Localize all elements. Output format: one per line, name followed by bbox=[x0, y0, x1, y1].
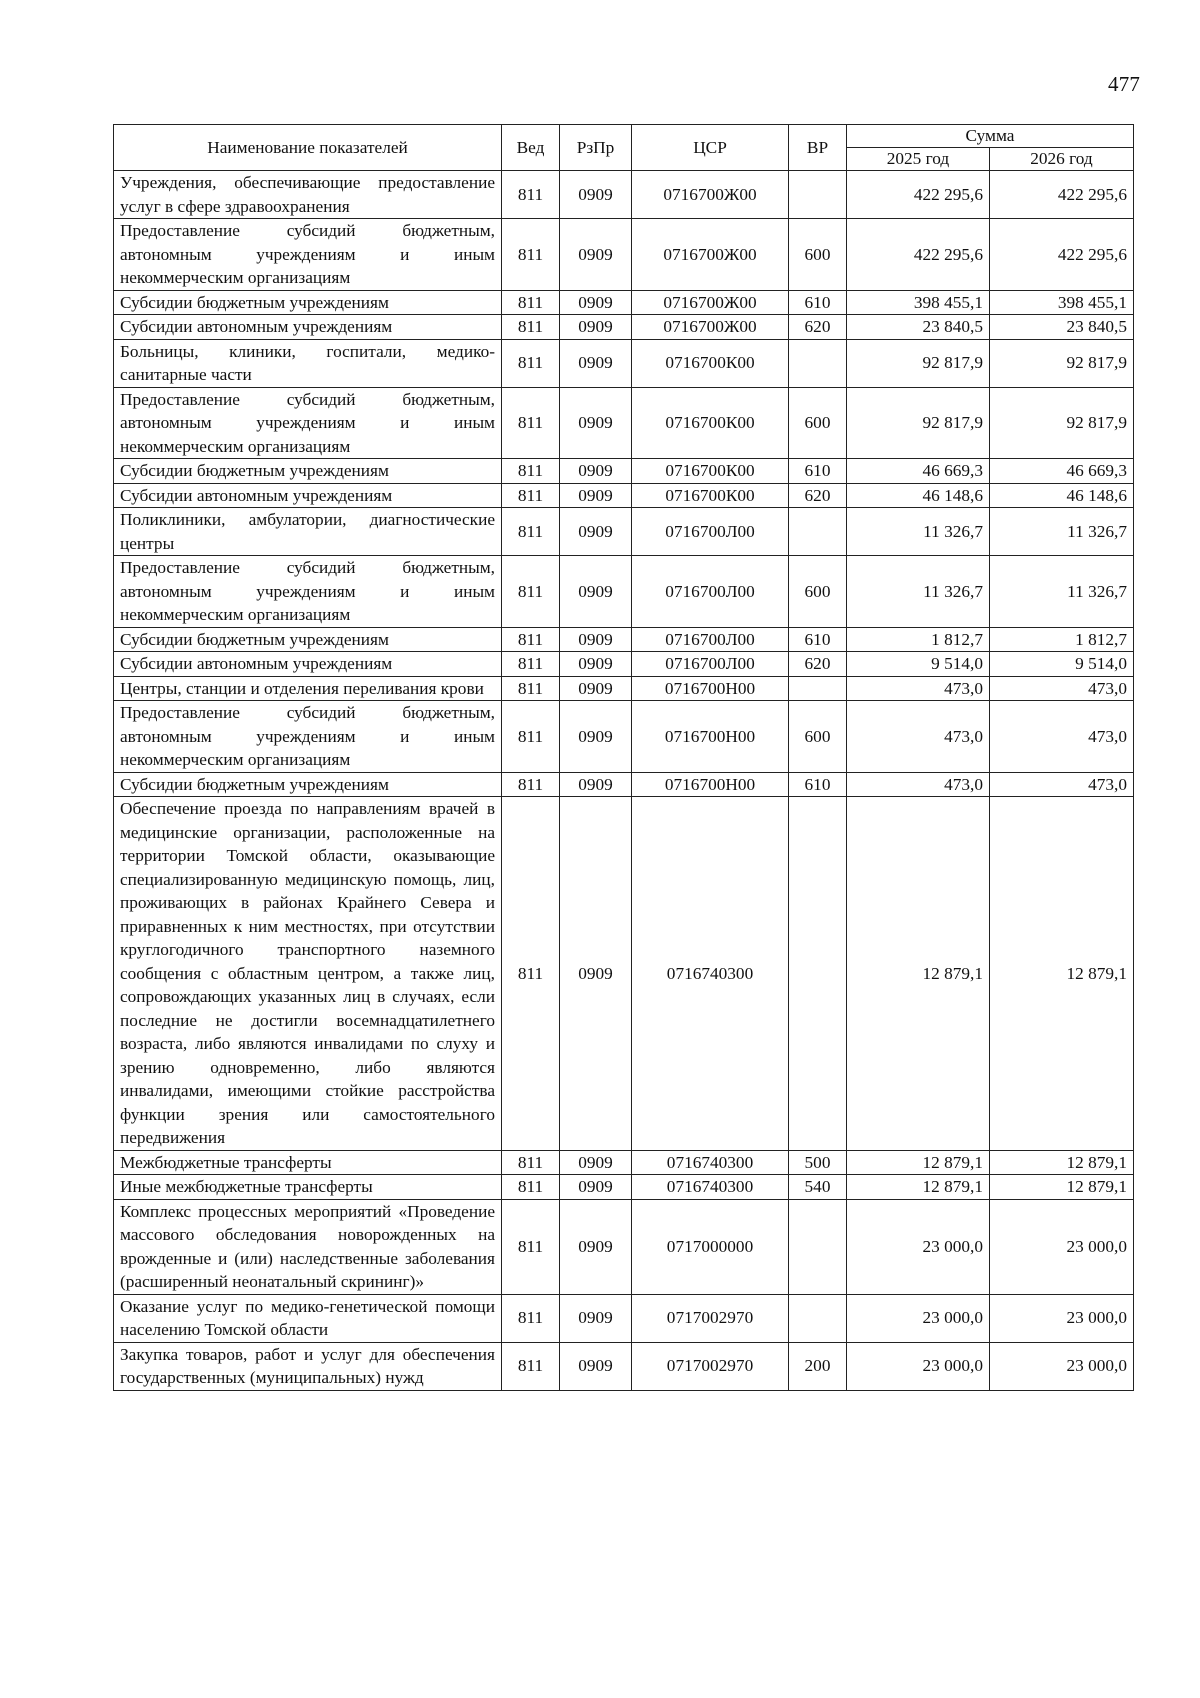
row-csr: 0716700К00 bbox=[632, 459, 789, 484]
row-rzpr: 0909 bbox=[560, 171, 632, 219]
row-sum-2025: 422 295,6 bbox=[847, 171, 990, 219]
row-csr: 0716700Л00 bbox=[632, 652, 789, 677]
row-sum-2026: 12 879,1 bbox=[990, 797, 1134, 1151]
row-rzpr: 0909 bbox=[560, 1150, 632, 1175]
table-row bbox=[114, 315, 1134, 340]
row-sum-2026: 12 879,1 bbox=[990, 1150, 1134, 1175]
row-name: Межбюджетные трансферты bbox=[114, 1150, 502, 1175]
row-vr: 600 bbox=[789, 701, 847, 773]
header-csr: ЦСР bbox=[632, 125, 789, 171]
row-sum-2026: 46 148,6 bbox=[990, 483, 1134, 508]
row-sum-2025: 12 879,1 bbox=[847, 1150, 990, 1175]
row-rzpr: 0909 bbox=[560, 219, 632, 291]
row-csr: 0717000000 bbox=[632, 1199, 789, 1294]
row-rzpr: 0909 bbox=[560, 701, 632, 773]
row-vr: 500 bbox=[789, 1150, 847, 1175]
row-name: Субсидии автономным учреждениям bbox=[114, 483, 502, 508]
row-sum-2025: 473,0 bbox=[847, 676, 990, 701]
row-rzpr: 0909 bbox=[560, 459, 632, 484]
row-sum-2025: 23 840,5 bbox=[847, 315, 990, 340]
row-ved: 811 bbox=[502, 1294, 560, 1342]
row-vr bbox=[789, 1199, 847, 1294]
row-sum-2026: 1 812,7 bbox=[990, 627, 1134, 652]
row-rzpr: 0909 bbox=[560, 772, 632, 797]
table-row bbox=[114, 797, 1134, 1151]
table-row bbox=[114, 483, 1134, 508]
row-ved: 811 bbox=[502, 290, 560, 315]
row-vr bbox=[789, 508, 847, 556]
table-header bbox=[114, 125, 1134, 171]
row-vr bbox=[789, 339, 847, 387]
header-vr: ВР bbox=[789, 125, 847, 171]
table-row bbox=[114, 772, 1134, 797]
row-vr: 610 bbox=[789, 459, 847, 484]
table-row bbox=[114, 1150, 1134, 1175]
row-name: Предоставление субсидий бюджетным, автономным учреждениям и иным некоммерческим организациям bbox=[114, 387, 502, 459]
row-sum-2026: 473,0 bbox=[990, 676, 1134, 701]
row-rzpr: 0909 bbox=[560, 797, 632, 1151]
header-sum: Сумма bbox=[847, 125, 1134, 148]
row-vr bbox=[789, 1294, 847, 1342]
row-sum-2025: 11 326,7 bbox=[847, 556, 990, 628]
table-row bbox=[114, 701, 1134, 773]
row-sum-2025: 473,0 bbox=[847, 772, 990, 797]
row-rzpr: 0909 bbox=[560, 556, 632, 628]
row-sum-2025: 398 455,1 bbox=[847, 290, 990, 315]
row-rzpr: 0909 bbox=[560, 652, 632, 677]
table-row bbox=[114, 339, 1134, 387]
row-csr: 0716700Л00 bbox=[632, 556, 789, 628]
table-row bbox=[114, 1342, 1134, 1390]
row-vr: 610 bbox=[789, 627, 847, 652]
row-rzpr: 0909 bbox=[560, 290, 632, 315]
row-sum-2026: 92 817,9 bbox=[990, 339, 1134, 387]
row-vr: 540 bbox=[789, 1175, 847, 1200]
row-sum-2026: 23 000,0 bbox=[990, 1199, 1134, 1294]
row-sum-2026: 473,0 bbox=[990, 772, 1134, 797]
row-vr: 600 bbox=[789, 556, 847, 628]
row-csr: 0716700Л00 bbox=[632, 627, 789, 652]
table-row bbox=[114, 219, 1134, 291]
row-vr: 610 bbox=[789, 772, 847, 797]
row-sum-2025: 11 326,7 bbox=[847, 508, 990, 556]
header-rzpr: РзПр bbox=[560, 125, 632, 171]
row-ved: 811 bbox=[502, 1342, 560, 1390]
row-sum-2025: 23 000,0 bbox=[847, 1294, 990, 1342]
table-row bbox=[114, 652, 1134, 677]
row-sum-2025: 12 879,1 bbox=[847, 797, 990, 1151]
row-sum-2025: 46 669,3 bbox=[847, 459, 990, 484]
row-vr: 610 bbox=[789, 290, 847, 315]
row-sum-2025: 9 514,0 bbox=[847, 652, 990, 677]
row-csr: 0716700К00 bbox=[632, 387, 789, 459]
row-ved: 811 bbox=[502, 797, 560, 1151]
header-ved: Вед bbox=[502, 125, 560, 171]
header-year-2026: 2026 год bbox=[990, 148, 1134, 171]
row-name: Субсидии бюджетным учреждениям bbox=[114, 459, 502, 484]
row-vr bbox=[789, 797, 847, 1151]
row-name: Предоставление субсидий бюджетным, автономным учреждениям и иным некоммерческим организациям bbox=[114, 219, 502, 291]
header-name: Наименование показателей bbox=[114, 125, 502, 171]
row-sum-2026: 11 326,7 bbox=[990, 556, 1134, 628]
row-csr: 0717002970 bbox=[632, 1294, 789, 1342]
row-name: Субсидии бюджетным учреждениям bbox=[114, 772, 502, 797]
row-name: Субсидии бюджетным учреждениям bbox=[114, 290, 502, 315]
row-sum-2026: 92 817,9 bbox=[990, 387, 1134, 459]
row-sum-2025: 1 812,7 bbox=[847, 627, 990, 652]
row-vr bbox=[789, 171, 847, 219]
row-csr: 0717002970 bbox=[632, 1342, 789, 1390]
table-body bbox=[114, 171, 1134, 1391]
row-ved: 811 bbox=[502, 676, 560, 701]
row-rzpr: 0909 bbox=[560, 1294, 632, 1342]
table-row bbox=[114, 556, 1134, 628]
row-rzpr: 0909 bbox=[560, 315, 632, 340]
row-ved: 811 bbox=[502, 219, 560, 291]
header-year-2025: 2025 год bbox=[847, 148, 990, 171]
row-ved: 811 bbox=[502, 339, 560, 387]
table-row bbox=[114, 676, 1134, 701]
row-sum-2025: 12 879,1 bbox=[847, 1175, 990, 1200]
row-vr: 600 bbox=[789, 219, 847, 291]
table-row bbox=[114, 627, 1134, 652]
row-csr: 0716700Н00 bbox=[632, 676, 789, 701]
budget-table bbox=[113, 124, 1134, 1391]
page-number: 477 bbox=[1108, 72, 1141, 96]
row-ved: 811 bbox=[502, 772, 560, 797]
row-sum-2025: 473,0 bbox=[847, 701, 990, 773]
row-sum-2026: 12 879,1 bbox=[990, 1175, 1134, 1200]
row-csr: 0716740300 bbox=[632, 1175, 789, 1200]
row-rzpr: 0909 bbox=[560, 339, 632, 387]
row-csr: 0716700Ж00 bbox=[632, 290, 789, 315]
row-ved: 811 bbox=[502, 1150, 560, 1175]
row-rzpr: 0909 bbox=[560, 627, 632, 652]
row-sum-2026: 23 840,5 bbox=[990, 315, 1134, 340]
row-csr: 0716740300 bbox=[632, 797, 789, 1151]
row-sum-2025: 23 000,0 bbox=[847, 1342, 990, 1390]
row-ved: 811 bbox=[502, 387, 560, 459]
row-sum-2025: 46 148,6 bbox=[847, 483, 990, 508]
row-ved: 811 bbox=[502, 652, 560, 677]
row-sum-2025: 23 000,0 bbox=[847, 1199, 990, 1294]
row-sum-2026: 11 326,7 bbox=[990, 508, 1134, 556]
row-csr: 0716700Н00 bbox=[632, 772, 789, 797]
row-ved: 811 bbox=[502, 627, 560, 652]
row-rzpr: 0909 bbox=[560, 1199, 632, 1294]
row-rzpr: 0909 bbox=[560, 1342, 632, 1390]
row-vr: 620 bbox=[789, 483, 847, 508]
row-ved: 811 bbox=[502, 459, 560, 484]
row-csr: 0716700Ж00 bbox=[632, 315, 789, 340]
row-vr: 620 bbox=[789, 315, 847, 340]
row-name: Субсидии бюджетным учреждениям bbox=[114, 627, 502, 652]
row-name: Субсидии автономным учреждениям bbox=[114, 315, 502, 340]
row-name: Больницы, клиники, госпитали, медико-санитарные части bbox=[114, 339, 502, 387]
row-sum-2025: 92 817,9 bbox=[847, 339, 990, 387]
row-vr: 620 bbox=[789, 652, 847, 677]
table-row bbox=[114, 1294, 1134, 1342]
row-name: Учреждения, обеспечивающие предоставление услуг в сфере здравоохранения bbox=[114, 171, 502, 219]
table-row bbox=[114, 1175, 1134, 1200]
row-name: Предоставление субсидий бюджетным, автономным учреждениям и иным некоммерческим организациям bbox=[114, 701, 502, 773]
row-vr: 600 bbox=[789, 387, 847, 459]
row-ved: 811 bbox=[502, 556, 560, 628]
table-row bbox=[114, 459, 1134, 484]
row-rzpr: 0909 bbox=[560, 1175, 632, 1200]
row-csr: 0716700К00 bbox=[632, 339, 789, 387]
row-vr bbox=[789, 676, 847, 701]
row-ved: 811 bbox=[502, 701, 560, 773]
row-rzpr: 0909 bbox=[560, 676, 632, 701]
row-ved: 811 bbox=[502, 315, 560, 340]
row-name: Поликлиники, амбулатории, диагностические центры bbox=[114, 508, 502, 556]
row-name: Комплекс процессных мероприятий «Проведение массового обследования новорожденных на врожденные и (или) наследственные заболевания (расширенный неонатальный скрининг)» bbox=[114, 1199, 502, 1294]
row-sum-2025: 92 817,9 bbox=[847, 387, 990, 459]
row-ved: 811 bbox=[502, 171, 560, 219]
row-rzpr: 0909 bbox=[560, 508, 632, 556]
row-sum-2025: 422 295,6 bbox=[847, 219, 990, 291]
row-ved: 811 bbox=[502, 483, 560, 508]
row-name: Субсидии автономным учреждениям bbox=[114, 652, 502, 677]
row-ved: 811 bbox=[502, 1175, 560, 1200]
row-sum-2026: 23 000,0 bbox=[990, 1342, 1134, 1390]
row-name: Центры, станции и отделения переливания крови bbox=[114, 676, 502, 701]
row-csr: 0716700К00 bbox=[632, 483, 789, 508]
row-rzpr: 0909 bbox=[560, 483, 632, 508]
table-row bbox=[114, 290, 1134, 315]
row-sum-2026: 23 000,0 bbox=[990, 1294, 1134, 1342]
row-sum-2026: 422 295,6 bbox=[990, 171, 1134, 219]
row-sum-2026: 46 669,3 bbox=[990, 459, 1134, 484]
row-csr: 0716700Ж00 bbox=[632, 219, 789, 291]
row-name: Закупка товаров, работ и услуг для обеспечения государственных (муниципальных) нужд bbox=[114, 1342, 502, 1390]
table-row bbox=[114, 171, 1134, 219]
row-sum-2026: 422 295,6 bbox=[990, 219, 1134, 291]
table-row bbox=[114, 387, 1134, 459]
row-rzpr: 0909 bbox=[560, 387, 632, 459]
row-csr: 0716700Л00 bbox=[632, 508, 789, 556]
row-vr: 200 bbox=[789, 1342, 847, 1390]
row-ved: 811 bbox=[502, 1199, 560, 1294]
row-name: Оказание услуг по медико-генетической помощи населению Томской области bbox=[114, 1294, 502, 1342]
table-row bbox=[114, 508, 1134, 556]
row-sum-2026: 398 455,1 bbox=[990, 290, 1134, 315]
row-name: Обеспечение проезда по направлениям врачей в медицинские организации, расположенные на территории Томской области, оказывающие специализированную медицинскую помощь, лиц, проживающих в районах Крайнего Севера и приравненных к ним местностях, при отсутствии круглогодичного транспортного наземного сообщения с областным центром, а также лиц, сопровождающих указанных лиц в случаях, если последние не достигли восемнадцатилетнего возраста, либо являются инвалидами по слуху и зрению одновременно, либо являются инвалидами, имеющими стойкие расстройства функции зрения или самостоятельного передвижения bbox=[114, 797, 502, 1151]
row-name: Иные межбюджетные трансферты bbox=[114, 1175, 502, 1200]
row-ved: 811 bbox=[502, 508, 560, 556]
row-csr: 0716700Н00 bbox=[632, 701, 789, 773]
row-csr: 0716740300 bbox=[632, 1150, 789, 1175]
row-name: Предоставление субсидий бюджетным, автономным учреждениям и иным некоммерческим организациям bbox=[114, 556, 502, 628]
row-csr: 0716700Ж00 bbox=[632, 171, 789, 219]
table-row bbox=[114, 1199, 1134, 1294]
row-sum-2026: 473,0 bbox=[990, 701, 1134, 773]
row-sum-2026: 9 514,0 bbox=[990, 652, 1134, 677]
